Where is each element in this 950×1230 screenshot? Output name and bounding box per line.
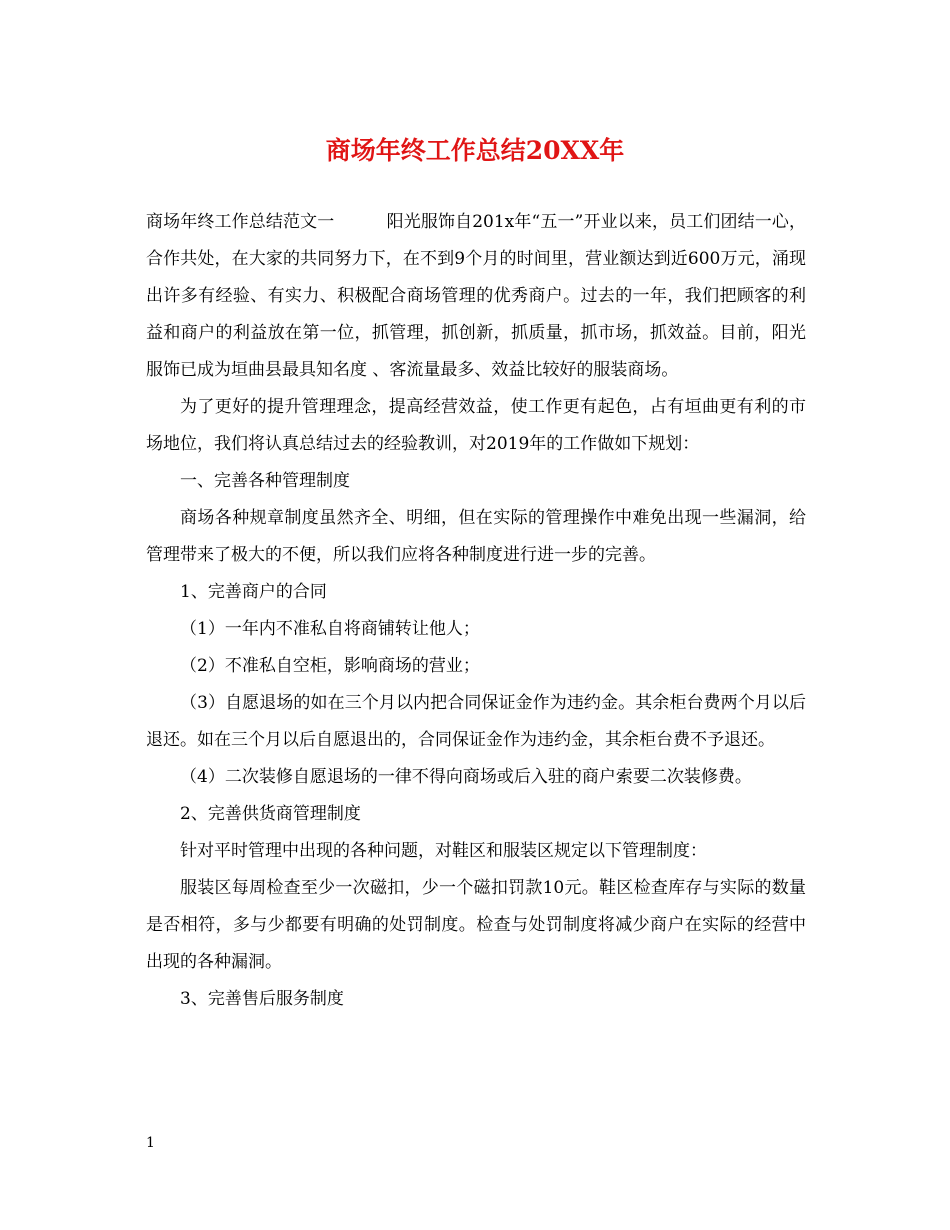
heading-after-sales: 3、完善售后服务制度 [180, 989, 344, 1009]
paragraph-rules: 商场各种规章制度虽然齐全、明细，但在实际的管理操作中难免出现一些漏洞，给管理带来了极大的不便，所以我们应将各种制度进行进一步的完善。 [146, 508, 806, 565]
list-item-contract-2: （2）不准私自空柜，影响商场的营业； [180, 656, 480, 676]
heading-supplier: 2、完善供货商管理制度 [180, 804, 361, 824]
heading-section-1: 一、完善各种管理制度 [180, 471, 350, 491]
heading-contract: 1、完善商户的合同 [180, 582, 327, 602]
intro-paragraph [146, 204, 806, 389]
paragraph-supplier-rules: 服装区每周检查至少一次磁扣，少一个磁扣罚款10元。鞋区检查库存与实际的数量是否相符，多与少都要有明确的处罚制度。检查与处罚制度将减少商户在实际的经营中出现的各种漏洞。 [146, 878, 806, 972]
intro-label: 商场年终工作总结范文一 [146, 212, 335, 232]
document-body [146, 204, 806, 1018]
list-item-contract-3: （3）自愿退场的如在三个月以内把合同保证金作为违约金。其余柜台费两个月以后退还。如在三个月以后自愿退出的，合同保证金作为违约金，其余柜台费不予退还。 [146, 693, 806, 750]
intro-text: 阳光服饰自201x年“五一”开业以来，员工们团结一心，合作共处，在大家的共同努力下，在不到9个月的时间里，营业额达到近600万元，涌现出许多有经验、有实力、积极配合商场管理的优秀商户。过去的一年，我们把顾客的利益和商户的利益放在第一位，抓管理，抓创新，抓质量，抓市场，抓效益。目前，阳光服饰已成为垣曲县最具知名度 、客流量最多、效益比较好的服装商场。 [146, 212, 807, 380]
list-item-contract-1: （1）一年内不准私自将商铺转让他人； [180, 619, 480, 639]
paragraph-supplier-intro: 针对平时管理中出现的各种问题，对鞋区和服装区规定以下管理制度： [180, 841, 707, 861]
list-item-contract-4: （4）二次装修自愿退场的一律不得向商场或后入驻的商户索要二次装修费。 [180, 767, 752, 787]
page-title: 商场年终工作总结20XX年 [325, 136, 625, 165]
paragraph-plan: 为了更好的提升管理理念，提高经营效益，使工作更有起色，占有垣曲更有利的市场地位，我们将认真总结过去的经验教训，对2019年的工作做如下规划： [146, 397, 806, 454]
page-number: 1 [146, 1135, 155, 1151]
